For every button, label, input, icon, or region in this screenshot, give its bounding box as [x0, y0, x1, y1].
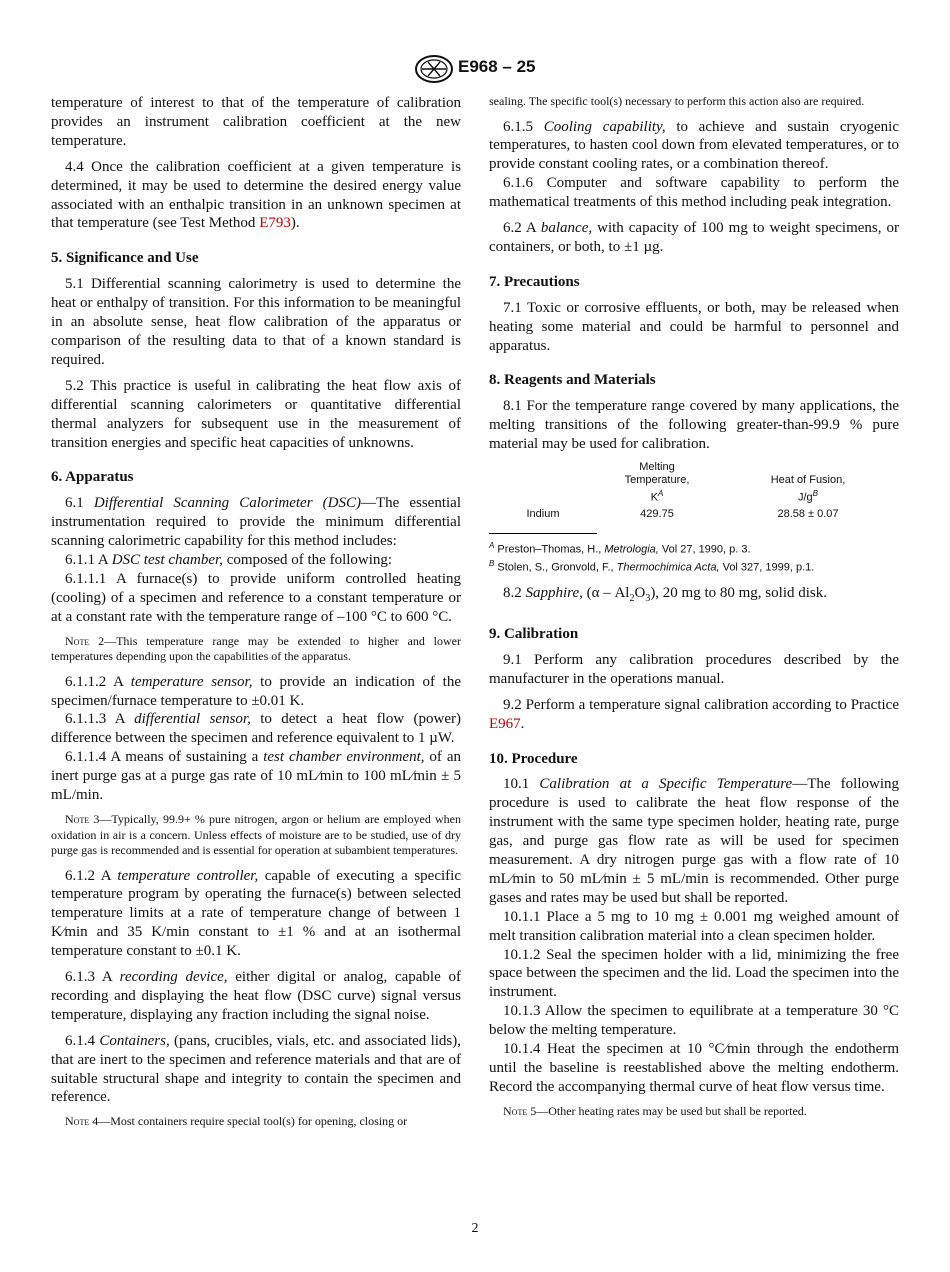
paragraph-4-4: 4.4 Once the calibration coefficient at a given temperature is determined, it may be used to determine the desired energy value associated with an enthalpic transition in an unknown specimen at that temperature (see Test Method E793). [51, 158, 461, 232]
note-3: Note 3—Typically, 99.9+ % pure nitrogen, argon or helium are employed when oxidation in air is a concern. Unless effects of moisture are to be studied, use of dry purge gas is recommended and is essential for operation at subambient temperatures. [51, 812, 461, 857]
paragraph-6-1-1-1: 6.1.1.1 A furnace(s) to provide uniform controlled heating (cooling) of a specimen and reference to a constant temperature or at a constant rate with the temperature range of –100 °C to 600 °C. [51, 570, 461, 625]
paragraph-8-2: 8.2 Sapphire, $(\alpha - Al_2O_3)$, 20 mg to 80 mg, solid disk. [503, 585, 827, 605]
note-5: Note 5—Other heating rates may be used but shall be reported. [503, 1103, 807, 1118]
calibration-material-table [489, 461, 899, 521]
section-5-heading: 5. Significance and Use [51, 250, 199, 267]
section-6-heading: 6. Apparatus [51, 469, 134, 486]
paragraph-6-1-1-4: 6.1.1.4 A means of sustaining a test chamber environment, of an inert purge gas at a purge gas rate of 10 mL⁄min to 100 mL⁄min ± 5 mL/min. [51, 749, 461, 804]
astm-logo-icon [414, 54, 454, 84]
page-header [0, 54, 950, 84]
paragraph-6-1: 6.1 Differential Scanning Calorimeter (DSC)—The essential instrumentation required to provide the minimum differential scanning calorimetric capability for this method includes: [51, 495, 461, 550]
paragraph-6-1-2: 6.1.2 A temperature controller, capable of executing a specific temperature program by operating the furnace(s) between selected temperature limits at a rate of temperature change of between 1 K⁄min and 35 K/min constant to ±1 % and at an isothermal temperature constant to ±0.1 K. [51, 867, 461, 960]
paragraph-10-1-1: 10.1.1 Place a 5 mg to 10 mg ± 0.001 mg weighed amount of melt transition calibration material into a clean specimen holder. [489, 908, 899, 944]
paragraph-10-1-3: 10.1.3 Allow the specimen to equilibrate at a temperature 30 °C below the melting temperature. [489, 1003, 899, 1039]
paragraph-6-1-6: 6.1.6 Computer and software capability to perform the mathematical treatments of this method including peak integration. [489, 175, 899, 211]
paragraph-5-1: 5.1 Differential scanning calorimetry is used to determine the heat or enthalpy of transition. For this information to be meaningful in an absolute sense, heat flow calibration of the apparatus or comparison of the resulting data to that of a known standard is required. [51, 276, 461, 368]
paragraph-9-1: 9.1 Perform any calibration procedures described by the manufacturer in the operations manual. [489, 651, 899, 687]
section-7-heading: 7. Precautions [489, 273, 580, 290]
paragraph-6-2: 6.2 A balance, with capacity of 100 mg to weight specimens, or containers, or both, to ±1 µg. [489, 220, 899, 255]
paragraph-5-2: 5.2 This practice is useful in calibrating the heat flow axis of differential scanning calorimeters or quantitative differential thermal analyzers for subsequent use in the measurement of transition energies and specific heat capacities of unknowns. [51, 377, 461, 451]
footnote-a: $^A$ Preston–Thomas, H., Metrologia, Vol 27, 1990, p. 3. [489, 540, 751, 556]
paragraph-10-1-4: 10.1.4 Heat the specimen at 10 °C⁄min through the endotherm until the baseline is reestablished above the melting endotherm. Record the accompanying thermal curve of heat flow versus time. [489, 1041, 899, 1095]
left-column [51, 94, 461, 1138]
table-header-row [489, 461, 899, 505]
paragraph-6-1-1: 6.1.1 A DSC test chamber, composed of the following: [65, 552, 393, 569]
link-e793[interactable]: E793 [259, 215, 291, 232]
table-row [489, 505, 899, 521]
note-4: Note 4—Most containers require special tool(s) for opening, closing or [65, 1114, 408, 1129]
paragraph-6-1-4: 6.1.4 Containers, (pans, crucibles, vials, etc. and associated lids), that are inert to the specimen and reference materials and that are of suitable structural shape and integrity to contain the specimen and reference. [51, 1032, 462, 1106]
footnote-divider [489, 533, 597, 534]
link-e967[interactable]: E967 [489, 715, 521, 732]
section-10-heading: 10. Procedure [489, 750, 578, 767]
document-id: E968 – 25 [458, 57, 536, 76]
melting-temperature-cell: 429.75 [640, 507, 674, 520]
paragraph-6-1-5: 6.1.5 Cooling capability, to achieve and sustain cryogenic temperatures, to hasten cool down from elevated temperatures, or to provide constant cooling rates, or a combination thereof. [489, 118, 899, 173]
melting-temperature-header: Melting Temperature, $K^A$ [624, 461, 690, 504]
paragraph-9-2: 9.2 Perform a temperature signal calibration according to Practice E967. [489, 696, 899, 732]
paragraph: temperature of interest to that of the temperature of calibration provides an instrument calibration coefficient at the new temperature. [51, 95, 461, 149]
note-2: Note 2—This temperature range may be extended to higher and lower temperatures depending upon the capabilities of the apparatus. [51, 633, 461, 664]
footnote-b: $^B$ Stolen, S., Gronvold, F., Thermochimica Acta, Vol 327, 1999, p.1. [489, 558, 815, 574]
section-8-heading: 8. Reagents and Materials [489, 372, 656, 389]
section-9-heading: 9. Calibration [489, 625, 579, 642]
note-4-continued: sealing. The specific tool(s) necessary to perform this action also are required. [489, 94, 865, 108]
paragraph-8-1: 8.1 For the temperature range covered by many applications, the melting transitions of the following greater-than-99.9 % pure material may be used for calibration. [489, 398, 899, 453]
heat-of-fusion-header: Heat of Fusion, $J/g^B$ [770, 474, 846, 504]
paragraph-6-1-1-2: 6.1.1.2 A temperature sensor, to provide an indication of the specimen/furnace temperature to ±0.01 K. [51, 673, 461, 709]
paragraph-6-1-3: 6.1.3 A recording device, either digital or analog, capable of recording and displaying the heat flow (DSC curve) signal versus temperature, displaying any fraction including the signal noise. [51, 969, 461, 1023]
material-name-cell: Indium [526, 507, 560, 520]
paragraph-6-1-1-3: 6.1.1.3 A differential sensor, to detect a heat flow (power) difference between the specimen and reference equivalent to 1 µW. [51, 711, 462, 747]
page-number: 2 [471, 1221, 479, 1236]
paragraph-10-1: 10.1 Calibration at a Specific Temperature—The following procedure is used to calibrate the heat flow response of the instrument with the same type specimen holder, heating rate, purge gas, and purge gas flow rate as will be used for specimen measurement. A dry nitrogen purge gas with a flow rate of 10 mL⁄min to 50 mL⁄min ± 5 mL/min is recommended. Other purge gases and rates may be used but shall be reported. [489, 776, 899, 906]
heat-of-fusion-cell: 28.58 ± 0.07 [777, 507, 839, 520]
paragraph-7-1: 7.1 Toxic or corrosive effluents, or both, may be released when heating some material and could be harmful to personnel and apparatus. [489, 299, 899, 354]
paragraph-10-1-2: 10.1.2 Seal the specimen holder with a lid, minimizing the free space between the specimen and the lid. Load the specimen into the instrument. [489, 946, 899, 1001]
right-column [489, 94, 899, 1127]
